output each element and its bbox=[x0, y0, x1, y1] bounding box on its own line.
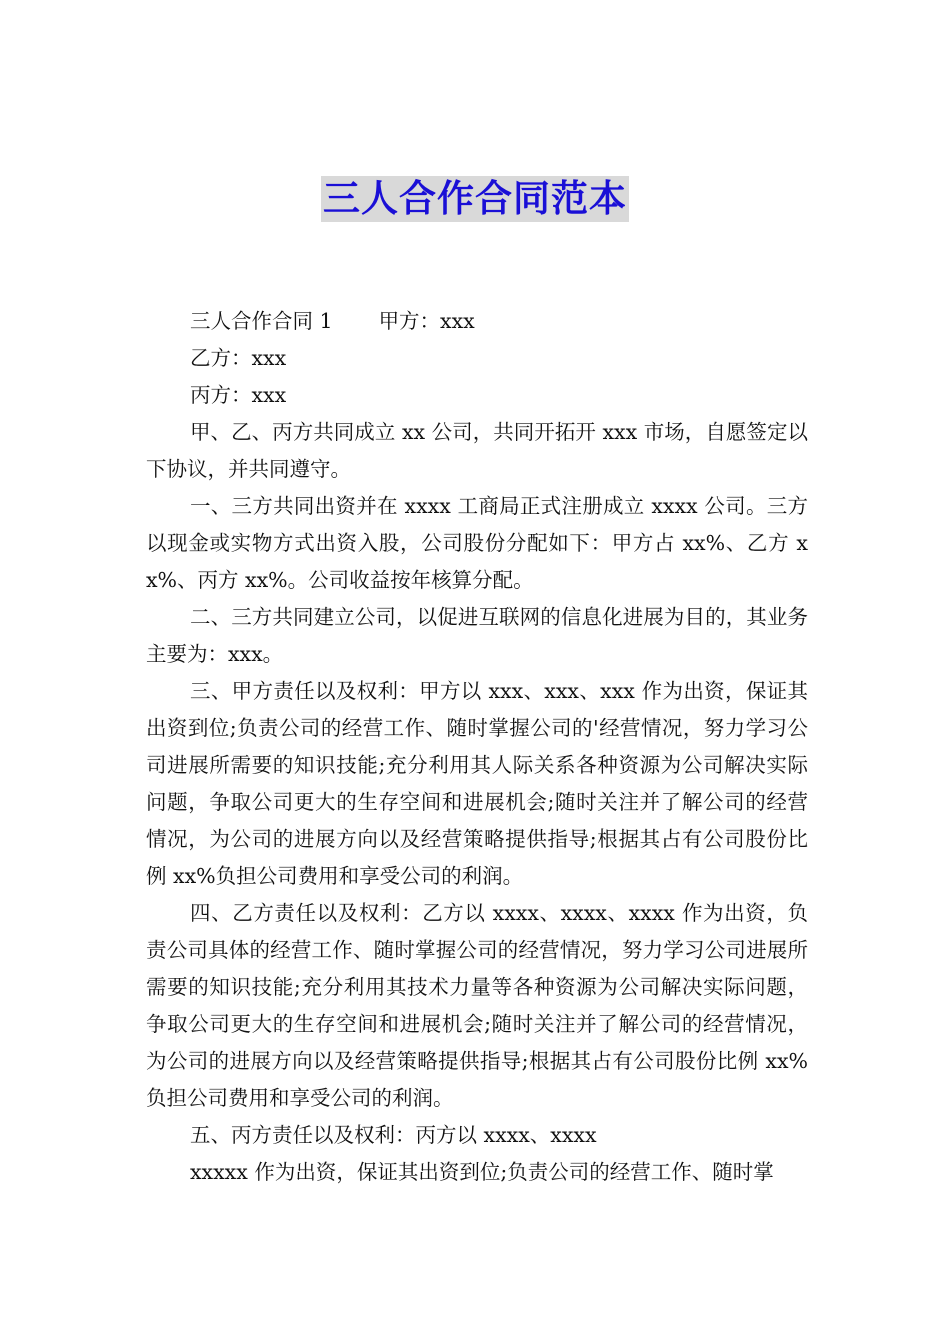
paragraph-clause-2: 二、三方共同建立公司，以促进互联网的信息化进展为目的，其业务主要为：xxx。 bbox=[146, 605, 808, 666]
paragraph-intro: 甲、乙、丙方共同成立 xx 公司，共同开拓开 xxx 市场，自愿签定以下协议，并共同遵守。 bbox=[146, 420, 808, 481]
document-title: 三人合作合同范本 bbox=[323, 177, 627, 220]
paragraph-clause-5: 五、丙方责任以及权利：丙方以 xxxx、xxxx bbox=[190, 1123, 597, 1147]
paragraph-clause-5-continued: xxxxx 作为出资，保证其出资到位;负责公司的经营工作、随时掌 bbox=[190, 1160, 774, 1184]
title-block bbox=[0, 176, 950, 222]
paragraph-clause-4: 四、乙方责任以及权利：乙方以 xxxx、xxxx、xxxx 作为出资，负责公司具体的经营工作、随时掌握公司的经营情况，努力学习公司进展所需要的知识技能;充分利用其技术力量等各种资源为公司解决实际问题，争取公司更大的生存空间和进展机会;随时关注并了解公司的经营情况，为公司的进展方向以及经营策略提供指导;根据其占有公司股份比例 xx%负担公司费用和享受公司的利润。 bbox=[146, 901, 808, 1110]
paragraph-clause-1: 一、三方共同出资并在 xxxx 工商局正式注册成立 xxxx 公司。三方以现金或实物方式出资入股，公司股份分配如下：甲方占 xx%、乙方 xx%、丙方 xx%。公司收益按年核算分配。 bbox=[146, 494, 808, 592]
party-c: 丙方：xxx bbox=[190, 383, 287, 407]
paragraph-clause-3: 三、甲方责任以及权利：甲方以 xxx、xxx、xxx 作为出资，保证其出资到位;负责公司的经营工作、随时掌握公司的'经营情况，努力学习公司进展所需要的知识技能;充分利用其人际关系各种资源为公司解决实际问题，争取公司更大的生存空间和进展机会;随时关注并了解公司的经营情况，为公司的进展方向以及经营策略提供指导;根据其占有公司股份比例 xx%负担公司费用和享受公司的利润。 bbox=[146, 679, 808, 888]
header-line bbox=[146, 303, 808, 340]
document-body bbox=[146, 303, 808, 1191]
party-b: 乙方：xxx bbox=[190, 346, 287, 370]
party-a: 甲方：xxx bbox=[378, 309, 475, 333]
contract-number: 三人合作合同 1 bbox=[190, 309, 333, 333]
